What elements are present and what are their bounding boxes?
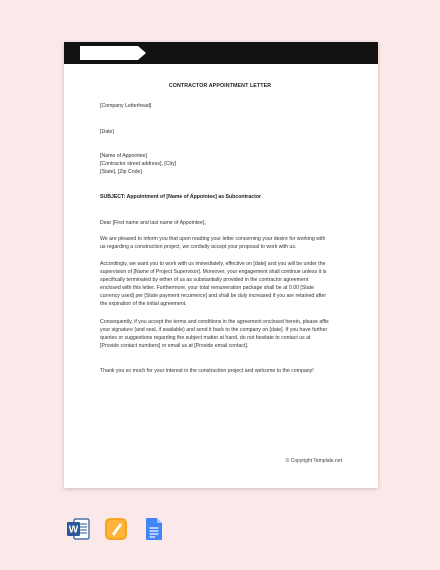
- google-docs-icon[interactable]: [142, 517, 166, 541]
- paragraph-line: queries or suggestions regarding the subject matter at hand, do not hesitate to contact us at: [100, 335, 311, 341]
- copyright-text: © Copyright Template.net: [285, 458, 342, 464]
- paragraph-line: supervision of [Name of Project Supervisor]. Moreover, your engagement shall continue unless it is: [100, 269, 327, 275]
- paragraph-line: us regarding a construction project, we cordially accept your proposal to work with us.: [100, 244, 297, 250]
- company-letterhead: [Company Letterhead]: [100, 103, 152, 109]
- word-icon[interactable]: [66, 517, 90, 541]
- paragraph-line: specifically terminated by either of us as substantially provided in the contractor agreement: [100, 277, 309, 283]
- closing-line: Thank you so much for your interest in the construction project and welcome to the company!: [100, 368, 314, 374]
- pages-icon[interactable]: [104, 517, 128, 541]
- paragraph-line: We are pleased to inform you that upon reading your letter concerning your desire for working with: [100, 236, 326, 242]
- address-line: [Contractor street address], [City]: [100, 161, 177, 167]
- header-bar: [64, 42, 378, 64]
- address-line: [State], [Zip Code]: [100, 169, 142, 175]
- paragraph-line: Accordingly, we want you to work with us immediately, effective on [date] and you will be under the: [100, 261, 326, 267]
- label-tag-icon: [80, 46, 146, 60]
- document-title: CONTRACTOR APPOINTMENT LETTER: [168, 83, 272, 89]
- paragraph-line: enclosed with this letter. Furthermore, your total remuneration package shall be at 0.00 [State: [100, 285, 314, 291]
- paragraph-line: Consequently, if you accept the terms and conditions in the agreement enclosed herein, please affix: [100, 319, 329, 325]
- letter-date: [Date]: [100, 129, 114, 135]
- paragraph-line: [Provide contact numbers] or email us at [Provide email contact].: [100, 343, 249, 349]
- paragraph-line: the expiration of the initial agreement.: [100, 301, 187, 307]
- salutation: Dear [First name and last name of Appointee],: [100, 220, 206, 226]
- address-line: [Name of Appointee]: [100, 153, 148, 159]
- paragraph-line: currency used] per [State payment recurrence] and shall be duly increased if you are retained after: [100, 293, 327, 299]
- svg-text:W: W: [68, 524, 79, 536]
- subject-line: SUBJECT: Appointment of [Name of Appointee] as Subcontractor: [100, 194, 262, 200]
- paragraph-line: your signature (and seal, if available) and send it back to the company on [date]. If you have further: [100, 327, 328, 333]
